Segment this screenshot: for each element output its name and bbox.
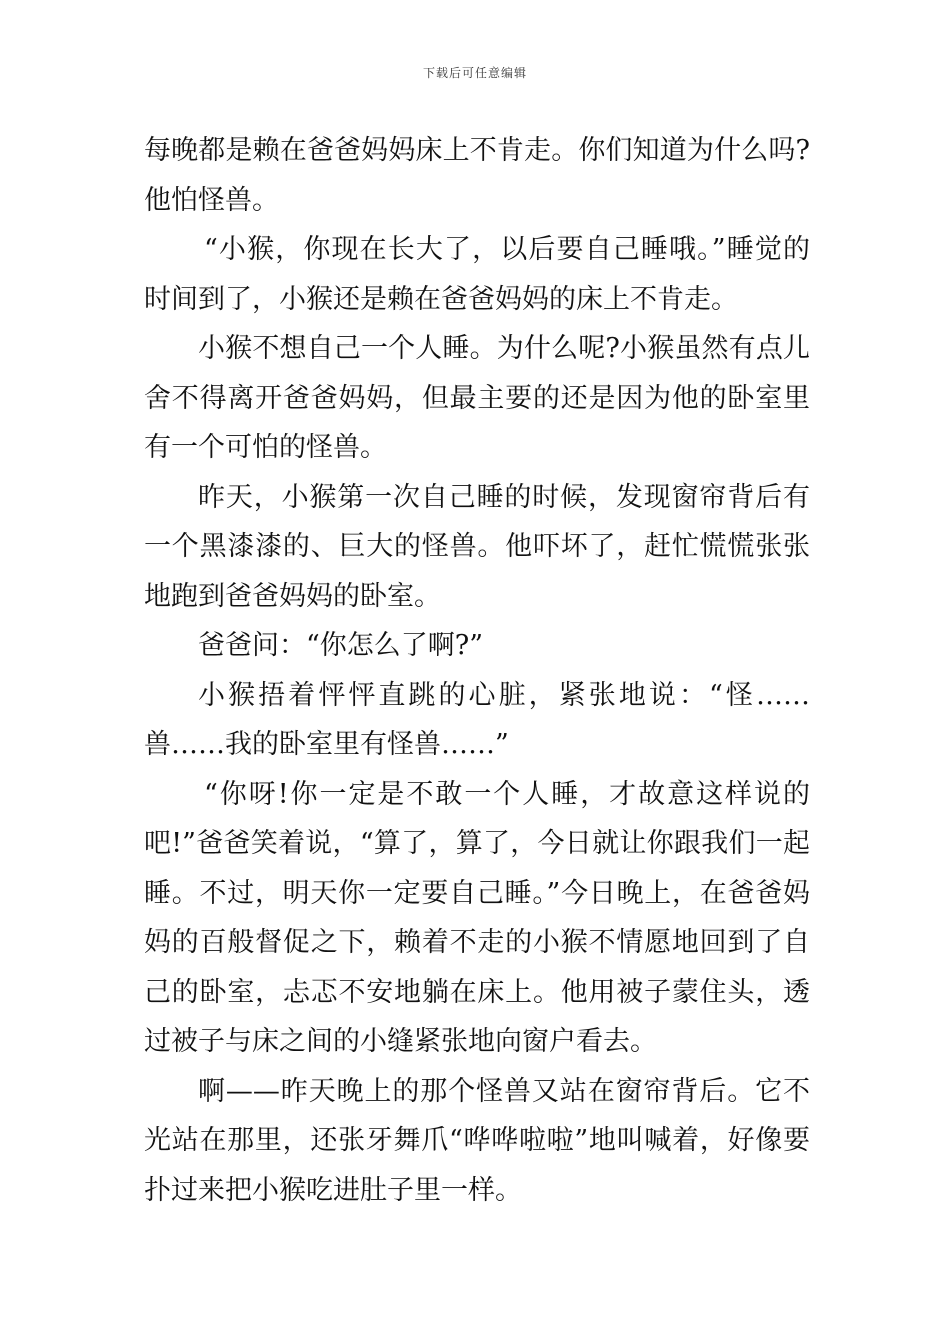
paragraph: “你呀!你一定是不敢一个人睡，才故意这样说的吧!”爸爸笑着说，“算了，算了，今日就让你跟我们一起睡。不过，明天你一定要自己睡。”今日晚上，在爸爸妈妈的百般督促之下，赖着不走的小猴不情愿地回到了自己的卧室，忐忑不安地躺在床上。他用被子蒙住头，透过被子与床之间的小缝紧张地向窗户看去。	[144, 778, 810, 1057]
story-body	[144, 126, 810, 1215]
paragraph: 小猴捂着怦怦直跳的心脏，紧张地说：“怪……兽……我的卧室里有怪兽……”	[144, 679, 810, 760]
paragraph: 啊——昨天晚上的那个怪兽又站在窗帘背后。它不光站在那里，还张牙舞爪“哗哗啦啦”地叫喊着，好像要扑过来把小猴吃进肚子里一样。	[144, 1075, 810, 1206]
paragraph: “小猴，你现在长大了，以后要自己睡哦。”睡觉的时间到了，小猴还是赖在爸爸妈妈的床上不肯走。	[144, 234, 810, 315]
paragraph: 每晚都是赖在爸爸妈妈床上不肯走。你们知道为什么吗?他怕怪兽。	[144, 135, 810, 216]
paragraph: 昨天，小猴第一次自己睡的时候，发现窗帘背后有一个黑漆漆的、巨大的怪兽。他吓坏了，赶忙慌慌张张地跑到爸爸妈妈的卧室。	[144, 481, 810, 612]
paragraph: 爸爸问：“你怎么了啊?”	[198, 630, 484, 661]
page-header-note: 下载后可任意编辑	[422, 66, 527, 80]
paragraph: 小猴不想自己一个人睡。为什么呢?小猴虽然有点儿舍不得离开爸爸妈妈，但最主要的还是因为他的卧室里有一个可怕的怪兽。	[144, 333, 810, 463]
